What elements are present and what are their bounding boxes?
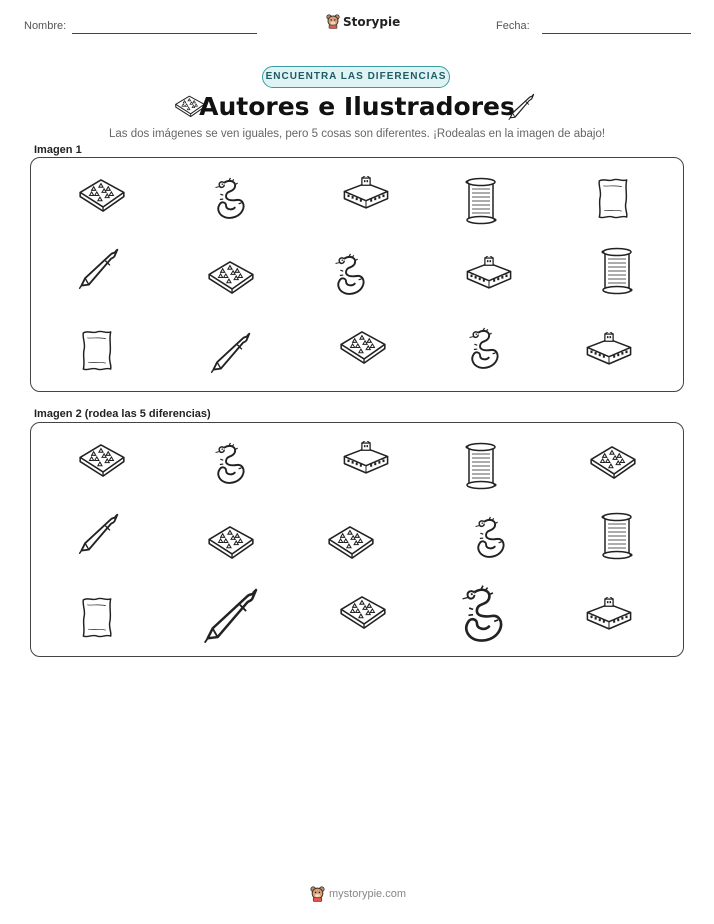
dragon-icon[interactable]: [209, 441, 249, 489]
dragon-icon: [209, 176, 249, 224]
dragon-icon: [329, 252, 369, 300]
tablet-icon: [76, 176, 128, 214]
tablet-icon[interactable]: [337, 593, 389, 631]
pen-icon: [207, 330, 253, 376]
parchment-icon: [593, 176, 633, 220]
building-icon[interactable]: [583, 597, 635, 633]
date-label: Fecha:: [496, 20, 530, 32]
dragon-icon: [463, 326, 503, 374]
activity-tag: ENCUENTRA LAS DIFERENCIAS: [262, 66, 450, 88]
tablet-icon: [337, 328, 389, 366]
bear-mascot-icon: [326, 14, 340, 29]
scroll-icon[interactable]: [595, 511, 639, 561]
scroll-icon[interactable]: [459, 441, 503, 491]
image2-label: Imagen 2 (rodea las 5 diferencias): [34, 408, 211, 420]
parchment-icon: [77, 328, 117, 372]
name-label: Nombre:: [24, 20, 67, 32]
building-icon: [340, 176, 392, 212]
scroll-icon: [595, 246, 639, 296]
scroll-icon: [459, 176, 503, 226]
building-icon: [583, 332, 635, 368]
page-title: Autores e Ilustradores: [199, 92, 515, 121]
instructions: Las dos imágenes se ven iguales, pero 5 cosas son diferentes. ¡Rodealas en la imagen de abajo!: [108, 128, 606, 140]
building-icon[interactable]: [340, 441, 392, 477]
dragon-icon[interactable]: [469, 515, 509, 563]
tablet-icon[interactable]: [587, 443, 639, 481]
bear-mascot-icon: [310, 886, 325, 902]
date-line[interactable]: [542, 33, 691, 34]
image2-frame[interactable]: [30, 422, 684, 657]
tablet-icon[interactable]: [325, 523, 377, 561]
tablet-icon[interactable]: [76, 441, 128, 479]
pen-icon: [506, 92, 536, 122]
pen-icon[interactable]: [197, 585, 263, 647]
image1-frame: [30, 157, 684, 392]
footer-site[interactable]: mystorypie.com: [329, 888, 407, 900]
tablet-icon: [205, 258, 257, 296]
building-icon: [463, 256, 515, 292]
image1-label: Imagen 1: [34, 144, 82, 156]
footer: [310, 886, 406, 902]
tablet-icon[interactable]: [205, 523, 257, 561]
name-line[interactable]: [72, 33, 257, 34]
pen-icon: [75, 246, 121, 292]
pen-icon[interactable]: [75, 511, 121, 557]
parchment-icon[interactable]: [77, 595, 117, 639]
brand-logo: [326, 14, 400, 29]
dragon-icon[interactable]: [451, 583, 511, 649]
brand-name: Storypie: [343, 14, 401, 29]
